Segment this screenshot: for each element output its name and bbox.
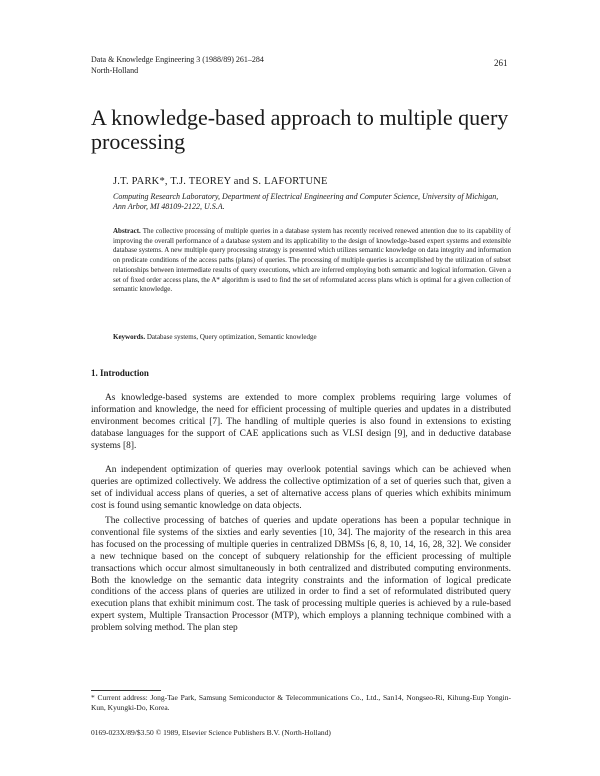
journal-citation — [91, 54, 264, 76]
abstract-text: The collective processing of multiple queries in a database system has recently received renewed attention due to its capability of improving the overall performance of a database system and its applicability to the design of knowledge-based expert systems and extensible database systems. A new multiple query processing strategy is presented which utilizes semantic knowledge on data integrity and information on predicate conditions of the access paths (plans) of queries. The processing of multiple queries is accomplished by the utilization of subset relationships between intermediate results of query executions, which are inferred employing both semantic and logical information. Given a set of fixed order access plans, the A* algorithm is used to find the set of reformulated access plans which is optimal for a given collection of semantic knowledge. — [113, 227, 512, 294]
paper-title: A knowledge-based approach to multiple query processing — [91, 105, 509, 154]
keywords — [113, 333, 511, 342]
abstract — [113, 227, 511, 295]
section-heading: 1. Introduction — [91, 368, 149, 378]
body-paragraph: As knowledge-based systems are extended to more complex problems requiring large volumes of information and knowledge, the need for efficient processing of multiple queries and updates in a distributed environment becomes critical [7]. The handling of multiple queries is also found in extensions to existing database languages for the support of CAE applications such as VLSI design [9], and in deductive database systems [8]. — [91, 393, 511, 451]
keywords-text: Database systems, Query optimization, Semantic knowledge — [146, 333, 317, 341]
body-paragraph: An independent optimization of queries may overlook potential savings which can be achieved when queries are optimized collectively. We address the collective optimization of a set of queries such that, given a set of individual access plans of queries, a set of alternative access plans of queries which exhibits minimum cost is found using semantic knowledge on data objects. — [91, 465, 511, 511]
keywords-label: Keywords. — [113, 333, 146, 341]
body-paragraph: The collective processing of batches of queries and update operations has been a popular technique in conventional file systems of the sixties and early seventies [10, 34]. The majority of the research in this area has focused on the processing of multiple queries in centralized DBMSs [6, 8, 10, 14, 16, 28, 32]. We consider a new technique based on the concept of subquery relationship for the efficient processing of multiple transactions which occur almost simultaneously in both centralized and distributed computing environments. Both the knowledge on the semantic data integrity constraints and the information of logical predicate conditions of the access plans of queries are utilized in order to find a set of reformulated distributed query execution plans that exhibit minimum cost. The task of processing multiple queries is achieved by a rule-based expert system, Multiple Transaction Processor (MTP), which employs a planning technique combined with a problem solving method. The plan step — [91, 516, 511, 634]
page-number: 261 — [494, 58, 508, 68]
publisher-line: North-Holland — [91, 66, 139, 75]
footnote: * Current address: Jong-Tae Park, Samsung Semiconductor & Telecommunications Co., Ltd., San14, Nongseo-Ri, Kihung-Eup Yongin-Kun, Kyungki-Do, Korea. — [91, 693, 511, 712]
footnote-divider — [91, 690, 161, 691]
abstract-label: Abstract. — [113, 227, 141, 235]
copyright-line: 0169-023X/89/$3.50 © 1989, Elsevier Science Publishers B.V. (North-Holland) — [91, 728, 331, 737]
journal-line: Data & Knowledge Engineering 3 (1988/89) 261–284 — [91, 55, 264, 64]
authors: J.T. PARK*, T.J. TEOREY and S. LAFORTUNE — [113, 176, 328, 187]
affiliation: Computing Research Laboratory, Department of Electrical Engineering and Computer Science, University of Michigan, Ann Arbor, MI 48109-2122, U.S.A. — [113, 192, 499, 211]
